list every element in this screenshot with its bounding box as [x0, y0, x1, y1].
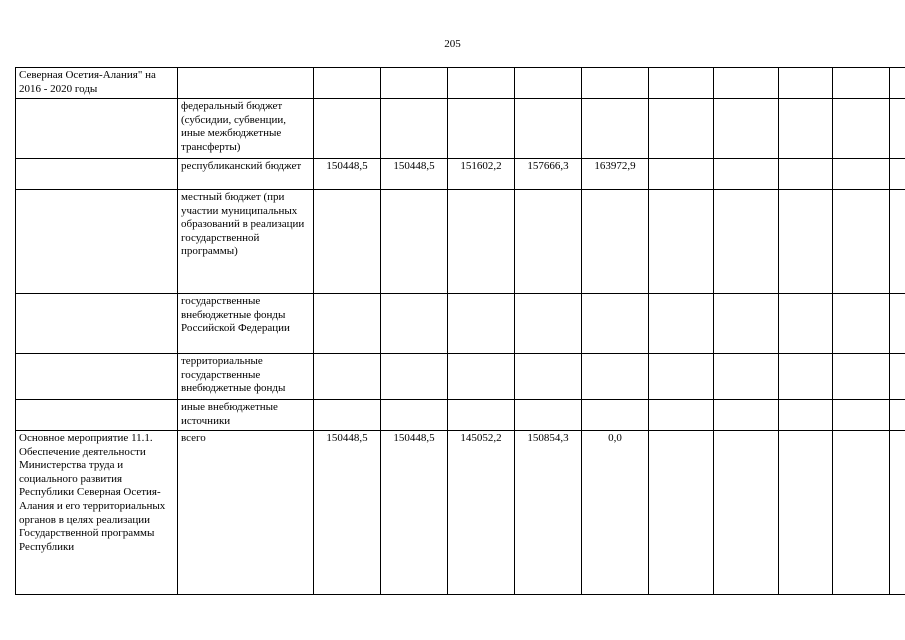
cell-value: [582, 68, 649, 99]
cell-value: [381, 354, 448, 400]
cell-value: [448, 190, 515, 294]
cell-value: [833, 159, 890, 190]
cell-value: [890, 400, 905, 431]
table-row: [16, 159, 905, 190]
cell-value: [515, 190, 582, 294]
cell-value: 0,0: [582, 431, 649, 595]
cell-value: [582, 99, 649, 159]
cell-funding-source: республиканский бюджет: [178, 159, 314, 190]
cell-value: [314, 294, 381, 354]
cell-value: [779, 68, 833, 99]
cell-value: [890, 431, 905, 595]
cell-value: [833, 354, 890, 400]
cell-value: [714, 99, 779, 159]
cell-value: [833, 99, 890, 159]
cell-value: [649, 190, 714, 294]
cell-value: 163972,9: [582, 159, 649, 190]
cell-value: [515, 354, 582, 400]
cell-program-name: [16, 294, 178, 354]
cell-value: [649, 354, 714, 400]
cell-value: [779, 431, 833, 595]
cell-value: [890, 159, 905, 190]
cell-value: [833, 68, 890, 99]
page-number: 205: [444, 38, 461, 50]
cell-value: [381, 294, 448, 354]
cell-value: [890, 99, 905, 159]
cell-value: 150448,5: [314, 159, 381, 190]
cell-funding-source: всего: [178, 431, 314, 595]
cell-funding-source: государственные внебюджетные фонды Российской Федерации: [178, 294, 314, 354]
cell-value: [649, 68, 714, 99]
cell-value: [779, 159, 833, 190]
cell-funding-source: местный бюджет (при участии муниципальных образований в реализации государственной программы): [178, 190, 314, 294]
cell-value: [582, 354, 649, 400]
cell-value: [714, 190, 779, 294]
cell-funding-source: иные внебюджетные источники: [178, 400, 314, 431]
cell-value: [582, 190, 649, 294]
cell-value: [649, 99, 714, 159]
cell-value: [890, 294, 905, 354]
cell-value: 150448,5: [381, 159, 448, 190]
cell-value: [649, 159, 714, 190]
cell-program-name: [16, 400, 178, 431]
cell-value: [314, 99, 381, 159]
cell-program-name: [16, 159, 178, 190]
cell-value: [314, 354, 381, 400]
table-row: [16, 354, 905, 400]
table-row: [16, 294, 905, 354]
cell-funding-source: федеральный бюджет (субсидии, субвенции, иные межбюджетные трансферты): [178, 99, 314, 159]
cell-value: [515, 68, 582, 99]
cell-value: [314, 68, 381, 99]
cell-value: 150448,5: [314, 431, 381, 595]
cell-value: [582, 400, 649, 431]
cell-value: [714, 159, 779, 190]
cell-value: 150448,5: [381, 431, 448, 595]
cell-value: [714, 400, 779, 431]
cell-value: [448, 68, 515, 99]
cell-value: [381, 400, 448, 431]
table-row: [16, 68, 905, 99]
cell-value: [381, 68, 448, 99]
table-row: [16, 431, 905, 595]
cell-value: [448, 99, 515, 159]
table-row: [16, 190, 905, 294]
cell-value: [890, 190, 905, 294]
cell-program-name: [16, 99, 178, 159]
budget-table: [15, 67, 905, 595]
cell-funding-source: территориальные государственные внебюджетные фонды: [178, 354, 314, 400]
cell-value: [833, 431, 890, 595]
cell-value: [833, 294, 890, 354]
cell-value: [714, 294, 779, 354]
cell-value: [381, 99, 448, 159]
cell-program-name: [16, 190, 178, 294]
cell-program-name: Северная Осетия-Алания" на 2016 - 2020 годы: [16, 68, 178, 99]
cell-funding-source: [178, 68, 314, 99]
cell-value: [714, 431, 779, 595]
cell-value: [649, 294, 714, 354]
cell-value: [833, 190, 890, 294]
cell-value: [779, 190, 833, 294]
cell-value: [381, 190, 448, 294]
cell-value: [582, 294, 649, 354]
cell-value: 157666,3: [515, 159, 582, 190]
table-row: [16, 99, 905, 159]
cell-value: 151602,2: [448, 159, 515, 190]
cell-value: [314, 400, 381, 431]
cell-value: [779, 99, 833, 159]
cell-value: [314, 190, 381, 294]
cell-value: [714, 354, 779, 400]
cell-value: [448, 354, 515, 400]
cell-value: 145052,2: [448, 431, 515, 595]
cell-value: [890, 354, 905, 400]
cell-value: [448, 400, 515, 431]
cell-value: [890, 68, 905, 99]
cell-value: [515, 400, 582, 431]
cell-value: [448, 294, 515, 354]
cell-value: [779, 400, 833, 431]
cell-value: [833, 400, 890, 431]
cell-value: 150854,3: [515, 431, 582, 595]
cell-program-name: [16, 354, 178, 400]
cell-value: [714, 68, 779, 99]
cell-value: [515, 294, 582, 354]
table-row: [16, 400, 905, 431]
cell-value: [649, 431, 714, 595]
cell-value: [515, 99, 582, 159]
cell-value: [779, 294, 833, 354]
cell-program-name: Основное мероприятие 11.1. Обеспечение деятельности Министерства труда и социального развития Республики Северная Осетия-Алания и его территориальных органов в целях реализации Государственной программы Республики: [16, 431, 178, 595]
cell-value: [649, 400, 714, 431]
cell-value: [779, 354, 833, 400]
